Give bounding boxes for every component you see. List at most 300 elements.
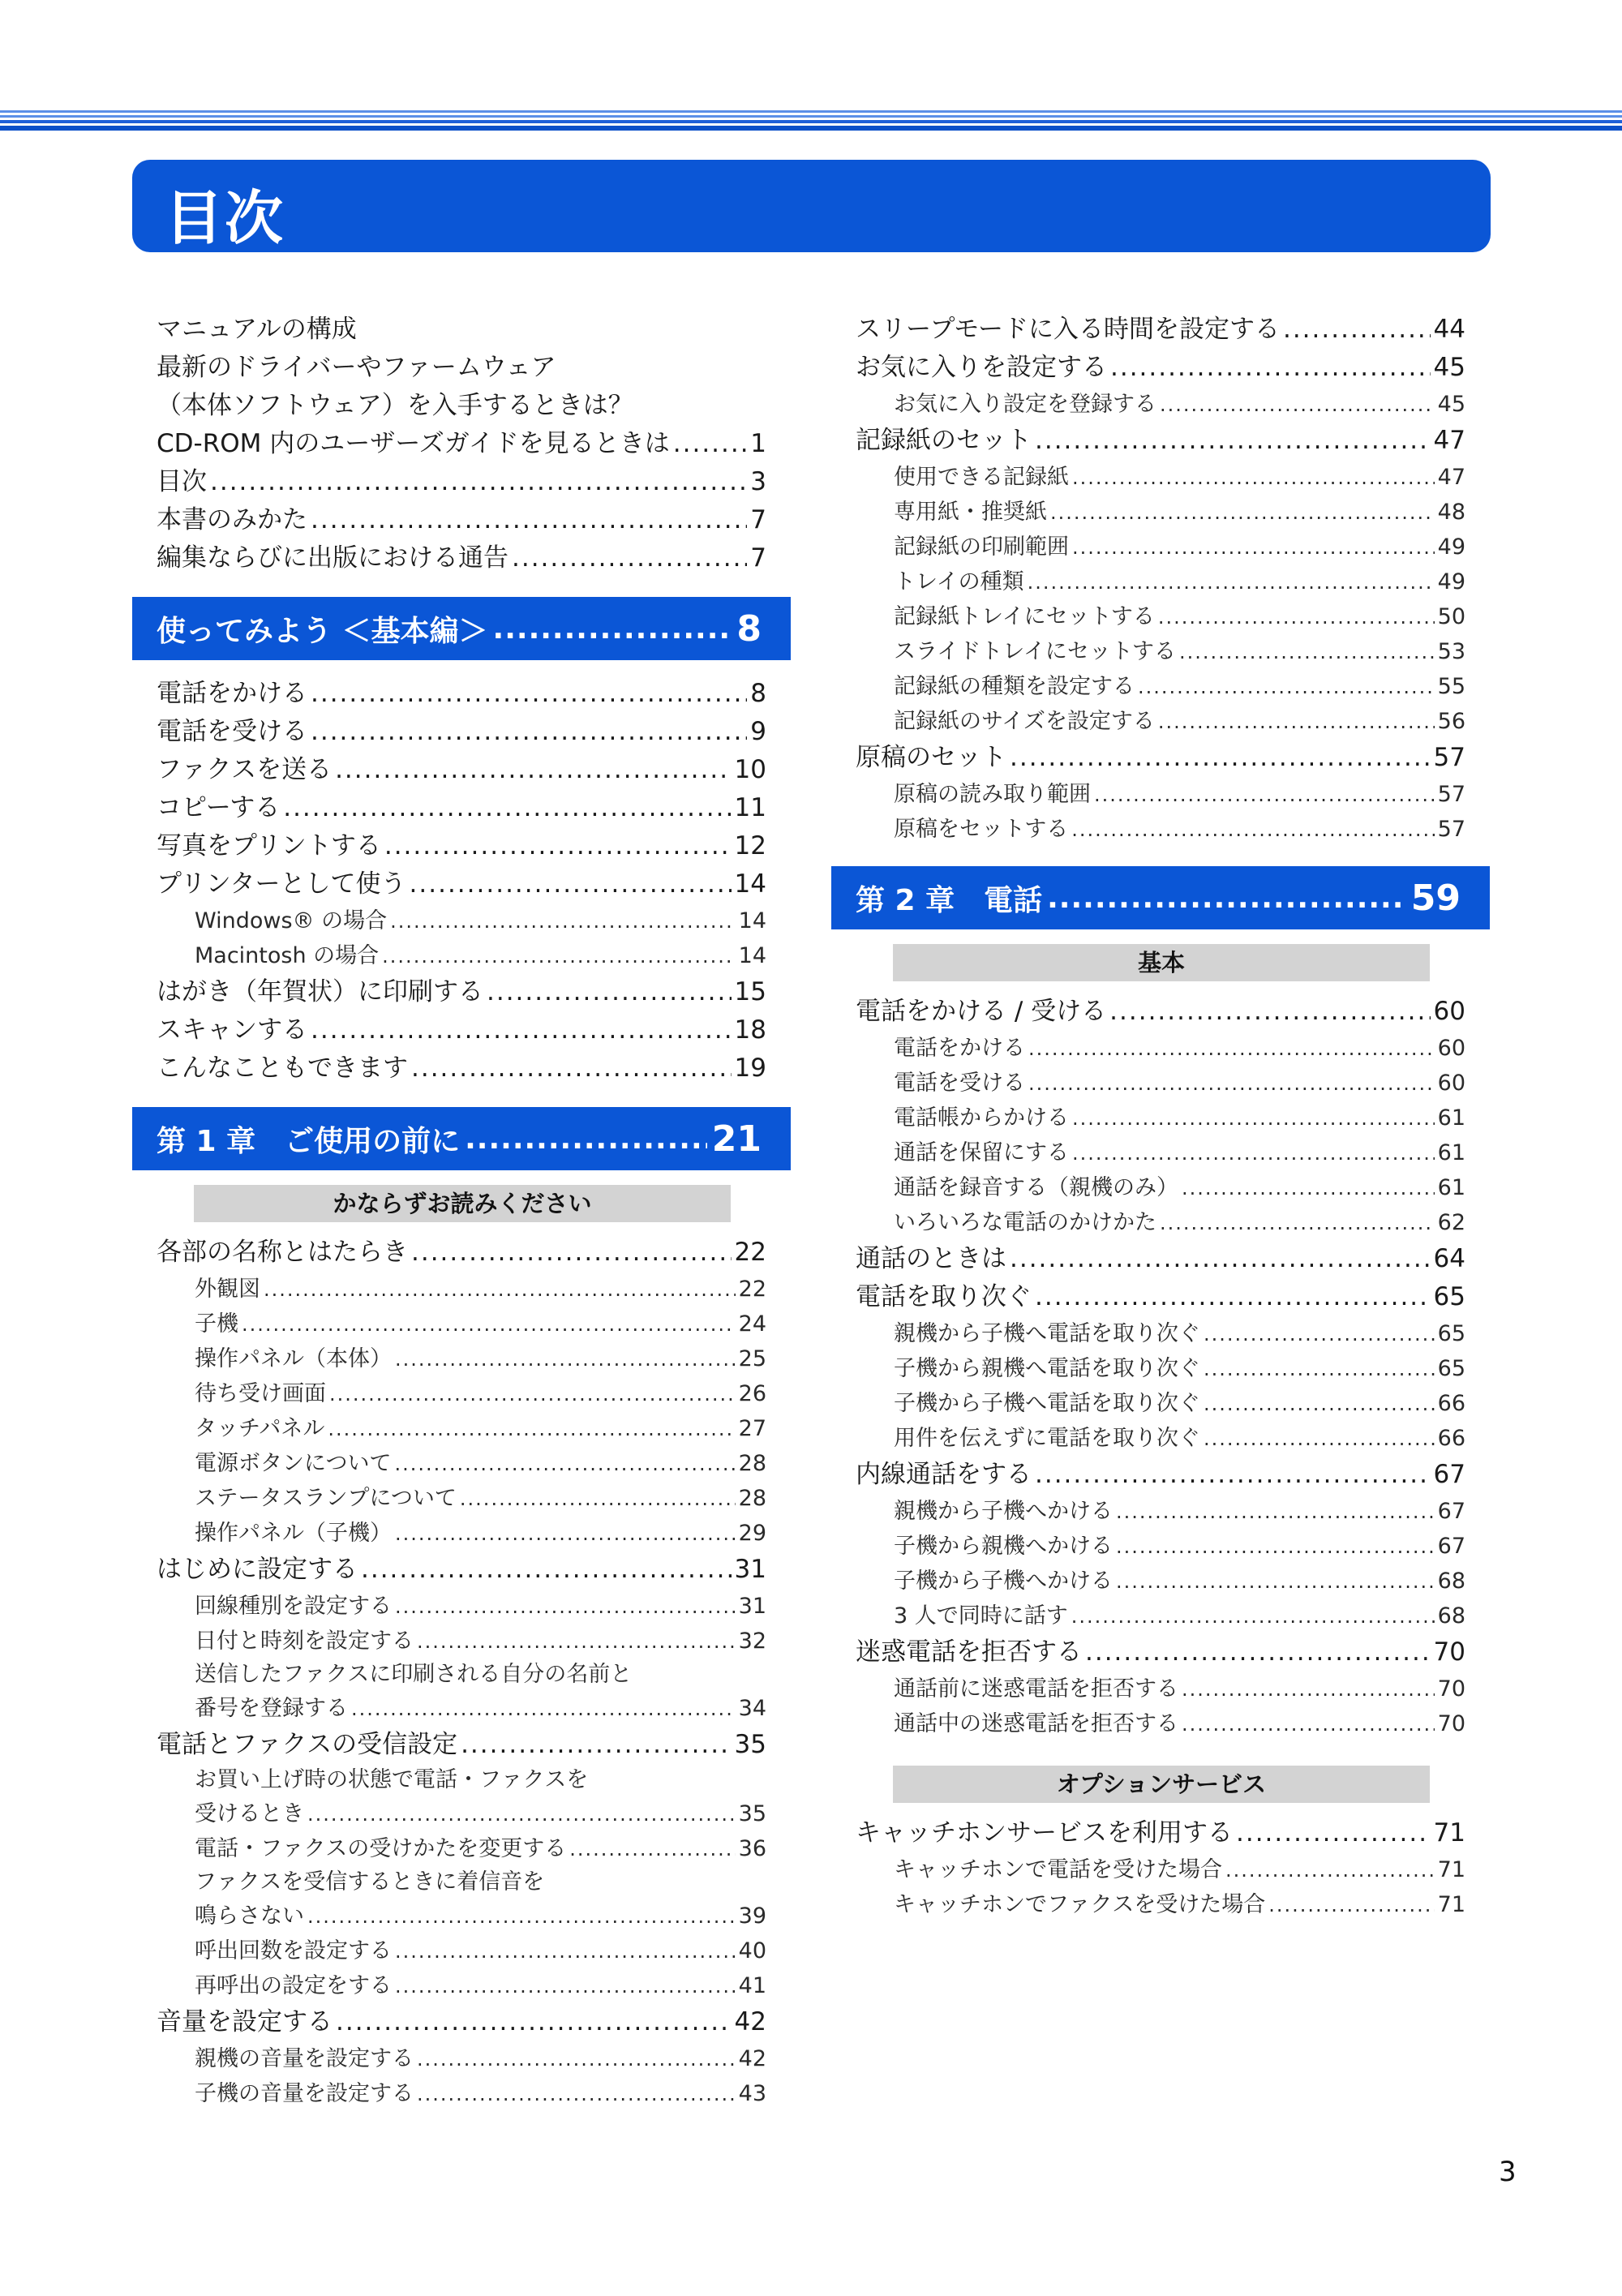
toc-entry[interactable]: [831, 530, 1490, 564]
chapter2-page: 59: [1410, 877, 1461, 919]
toc-entry-page: 55: [1437, 674, 1465, 699]
toc-entry-page: 22: [734, 1238, 766, 1267]
leader-dots: [1116, 1530, 1435, 1564]
toc-entry[interactable]: [132, 349, 791, 387]
toc-entry-text: スライドトレイにセットする: [894, 639, 1177, 664]
toc-entry[interactable]: [831, 1814, 1490, 1852]
toc-entry-page: 15: [734, 977, 766, 1006]
toc-entry-page: 41: [738, 1973, 766, 1998]
toc-entry-text: 子機: [195, 1311, 238, 1337]
toc-entry-page: 60: [1437, 1071, 1465, 1096]
toc-entry-page: 61: [1437, 1140, 1465, 1165]
toc-entry-text: 本書のみかた: [157, 505, 307, 534]
toc-entry-text: 記録紙のセット: [856, 426, 1032, 455]
toc-entry-page: 11: [734, 793, 766, 822]
toc-entry-page: 70: [1437, 1676, 1465, 1702]
toc-entry-text: 写真をプリントする: [157, 831, 381, 860]
toc-entry-text: 記録紙の種類を設定する: [894, 674, 1135, 699]
toc-entry-text: 電話を取り次ぐ: [856, 1282, 1032, 1311]
toc-entry[interactable]: [132, 1899, 791, 1933]
toc-entry[interactable]: [831, 1529, 1490, 1564]
leader-dots: [493, 612, 732, 646]
toc-entry-page: 71: [1437, 1857, 1465, 1882]
toc-entry[interactable]: [831, 1672, 1490, 1706]
toc-entry-page: 32: [738, 1629, 766, 1654]
toc-entry[interactable]: [831, 1031, 1490, 1066]
toc-entry-text: 記録紙の印刷範囲: [894, 534, 1069, 560]
leader-dots: [1028, 1066, 1435, 1101]
toc-entry-page: 47: [1437, 465, 1465, 490]
toc-entry-page: 18: [734, 1015, 766, 1045]
toc-entry[interactable]: [831, 1706, 1490, 1741]
toc-entry-text: 受けるとき: [195, 1801, 304, 1826]
chapter1-heading[interactable]: [132, 1107, 791, 1170]
toc-entry-page: 24: [738, 1311, 766, 1337]
leader-dots: [1182, 1672, 1435, 1707]
toc-entry[interactable]: [831, 1316, 1490, 1351]
toc-entry[interactable]: [132, 903, 791, 938]
toc-entry-multiline[interactable]: [132, 1764, 791, 1796]
toc-entry[interactable]: [132, 2041, 791, 2076]
toc-entry[interactable]: [132, 1376, 791, 1411]
toc-entry-text: はがき（年賀状）に印刷する: [157, 977, 483, 1006]
leader-dots: [417, 2042, 736, 2077]
toc-entry-text: 回線種別を設定する: [195, 1594, 392, 1619]
toc-entry[interactable]: [132, 1446, 791, 1481]
toc-entry-page: 19: [734, 1054, 766, 1083]
toc-entry-page: 64: [1433, 1244, 1465, 1273]
toc-entry[interactable]: [132, 1049, 791, 1088]
toc-entry-text: 待ち受け画面: [195, 1381, 326, 1406]
toc-entry-page: 49: [1437, 569, 1465, 594]
toc-entry-text: 電話帳からかける: [894, 1105, 1069, 1131]
toc-entry-text: 記録紙トレイにセットする: [894, 604, 1155, 629]
leader-dots: [336, 2003, 732, 2041]
toc-entry[interactable]: [132, 1011, 791, 1049]
toc-entry[interactable]: [831, 1066, 1490, 1101]
toc-entry-text: マニュアルの構成: [157, 315, 357, 344]
page-number: 3: [1499, 2156, 1517, 2188]
leader-dots: [395, 1517, 736, 1551]
toc-entry-page: 57: [1433, 743, 1465, 772]
toc-entry-page: 44: [1433, 315, 1465, 344]
toc-entry[interactable]: [132, 387, 791, 425]
toc-entry-page: 66: [1437, 1391, 1465, 1416]
toc-entry[interactable]: [132, 501, 791, 539]
toc-entry-page: 22: [738, 1277, 766, 1302]
toc-entry[interactable]: [831, 1240, 1490, 1278]
toc-entry-text: お気に入り設定を登録する: [894, 392, 1156, 417]
toc-entry-text: 親機から子機へ電話を取り次ぐ: [894, 1321, 1200, 1346]
toc-entry[interactable]: [132, 1933, 791, 1968]
leader-dots: [311, 713, 747, 751]
toc-entry-text: 各部の名称とはたらき: [157, 1238, 408, 1267]
toc-entry-page: 67: [1437, 1499, 1465, 1524]
leader-dots: [1035, 1278, 1431, 1316]
toc-entry-page: 47: [1433, 426, 1465, 455]
toc-entry-page: 40: [738, 1938, 766, 1963]
leader-dots: [1109, 993, 1430, 1031]
toc-entry[interactable]: [831, 1135, 1490, 1170]
toc-entry-page: 43: [738, 2081, 766, 2106]
toc-entry[interactable]: [132, 311, 791, 349]
toc-entry[interactable]: [831, 1351, 1490, 1386]
toc-entry-text: 操作パネル（子機）: [195, 1521, 392, 1546]
leader-dots: [395, 1934, 736, 1969]
toc-entry[interactable]: [132, 789, 791, 827]
toc-entry-page: 56: [1437, 709, 1465, 734]
page-title: 目次: [165, 184, 285, 252]
leader-dots: [1071, 813, 1434, 848]
toc-entry[interactable]: [831, 1101, 1490, 1135]
toc-entry-page: 36: [738, 1836, 766, 1861]
toc-entry-page: 7: [750, 543, 766, 573]
leader-dots: [1028, 1032, 1435, 1066]
toc-entry-page: 31: [734, 1555, 766, 1584]
toc-entry[interactable]: [132, 1551, 791, 1589]
toc-entry-page: 71: [1437, 1892, 1465, 1917]
toc-entry-page: 48: [1437, 500, 1465, 525]
toc-entry[interactable]: [132, 1411, 791, 1446]
toc-entry-text: 番号を登録する: [195, 1696, 348, 1721]
leader-dots: [1035, 1456, 1431, 1494]
toc-entry-page: 70: [1437, 1711, 1465, 1736]
toc-entry[interactable]: [132, 973, 791, 1011]
toc-entry-text: Windows® の場合: [195, 908, 388, 933]
toc-entry[interactable]: [132, 1272, 791, 1307]
toc-entry-page: 57: [1437, 817, 1465, 842]
part1-heading[interactable]: [132, 597, 791, 660]
toc-entry-page: 25: [738, 1346, 766, 1371]
toc-entry-text: ステータスランプについて: [195, 1486, 457, 1511]
toc-entry[interactable]: [132, 2003, 791, 2041]
chapter1-list-a: [132, 1234, 791, 1659]
leader-dots: [1204, 1352, 1435, 1387]
toc-entry[interactable]: [132, 1796, 791, 1831]
toc-entry-multiline[interactable]: [132, 1866, 791, 1899]
leader-dots: [1047, 882, 1406, 915]
toc-entry[interactable]: [132, 827, 791, 865]
toc-entry-text: 電話をかける: [157, 679, 307, 708]
toc-entry[interactable]: [132, 865, 791, 903]
toc-entry-text: 電話をかける / 受ける: [856, 997, 1107, 1026]
toc-entry-page: 14: [734, 869, 766, 899]
leader-dots: [512, 539, 747, 577]
toc-entry-page: 71: [1433, 1818, 1465, 1848]
part1-page: 8: [736, 607, 762, 650]
toc-entry-page: 35: [738, 1801, 766, 1826]
leader-dots: [1138, 670, 1435, 705]
chapter1-section-bar: かならずお読みください: [194, 1185, 731, 1222]
toc-entry-page: 28: [738, 1451, 766, 1476]
leader-dots: [1204, 1422, 1435, 1457]
toc-entry[interactable]: [132, 1691, 791, 1726]
toc-entry-page: 31: [738, 1594, 766, 1619]
leader-dots: [361, 1551, 732, 1589]
toc-entry-text: 電話・ファクスの受けかたを変更する: [195, 1836, 567, 1861]
toc-entry[interactable]: [132, 675, 791, 713]
chapter2-option-list: [831, 1814, 1490, 1922]
toc-entry-text: 子機から子機へかける: [894, 1569, 1113, 1594]
toc-entry-text: 子機から子機へ電話を取り次ぐ: [894, 1391, 1200, 1416]
toc-entry-text: 最新のドライバーやファームウェア: [157, 353, 556, 382]
toc-entry-page: 68: [1437, 1569, 1465, 1594]
toc-entry-page: 67: [1433, 1460, 1465, 1489]
toc-entry-text: コピーする: [157, 793, 281, 822]
toc-entry[interactable]: [132, 1234, 791, 1272]
chapter1-list-b: [132, 1933, 791, 2111]
toc-entry[interactable]: [831, 812, 1490, 847]
leader-dots: [1204, 1317, 1435, 1352]
toc-entry-page: 42: [738, 2046, 766, 2071]
toc-entry[interactable]: [831, 1599, 1490, 1633]
toc-entry-text: 迷惑電話を拒否する: [856, 1637, 1082, 1667]
toc-entry-text: 通話のときは: [856, 1244, 1006, 1273]
toc-entry-text: はじめに設定する: [157, 1555, 358, 1584]
leader-dots: [417, 1624, 736, 1659]
toc-entry-text: 外観図: [195, 1277, 260, 1302]
leader-dots: [673, 425, 748, 463]
toc-entry-page: 35: [734, 1730, 766, 1759]
toc-entry[interactable]: [831, 311, 1490, 349]
toc-entry-page: 14: [738, 908, 766, 933]
toc-entry-text: 原稿をセットする: [894, 817, 1069, 842]
chapter1-label: 第 1 章 ご使用の前に: [157, 1124, 461, 1158]
toc-entry-page: 1: [750, 429, 766, 458]
toc-entry-page: 45: [1437, 392, 1465, 417]
toc-entry[interactable]: [132, 425, 791, 463]
toc-entry-text: 子機から親機へかける: [894, 1534, 1113, 1559]
leader-dots: [1204, 1387, 1435, 1422]
leader-dots: [311, 675, 747, 713]
toc-entry[interactable]: [132, 713, 791, 751]
toc-entry-text: 呼出回数を設定する: [195, 1938, 392, 1963]
toc-entry[interactable]: [831, 1456, 1490, 1494]
leader-dots: [1182, 1171, 1435, 1206]
toc-entry-text: 電話とファクスの受信設定: [157, 1730, 458, 1759]
toc-entry-text: 記録紙のサイズを設定する: [894, 709, 1155, 734]
leader-dots: [307, 1899, 736, 1934]
toc-entry[interactable]: [132, 1726, 791, 1764]
leader-dots: [395, 1342, 736, 1377]
toc-entry-page: 61: [1437, 1175, 1465, 1200]
part1-list: [132, 675, 791, 1088]
toc-entry-text: 通話を保留にする: [894, 1140, 1069, 1165]
toc-entry[interactable]: [831, 1564, 1490, 1599]
toc-entry-text: 鳴らさない: [195, 1903, 304, 1929]
toc-entry-text: 用件を伝えずに電話を取り次ぐ: [894, 1426, 1200, 1451]
toc-entry-text: 3 人で同時に話す: [894, 1603, 1068, 1629]
right-column: [831, 311, 1490, 1922]
toc-entry-page: 39: [738, 1903, 766, 1929]
toc-entry[interactable]: [831, 1494, 1490, 1529]
leader-dots: [1072, 1101, 1435, 1136]
leader-dots: [307, 1797, 736, 1832]
toc-entry-text: 原稿のセット: [856, 743, 1006, 772]
leader-dots: [1268, 1888, 1434, 1923]
leader-dots: [1110, 349, 1431, 387]
toc-entry-line: 送信したファクスに印刷される自分の名前と: [195, 1662, 633, 1687]
toc-entry-text: ファクスを送る: [157, 755, 333, 784]
toc-entry-page: 67: [1437, 1534, 1465, 1559]
leader-dots: [1158, 705, 1435, 740]
chapter2-list: [831, 993, 1490, 1741]
chapter2-section-basic: 基本: [893, 944, 1430, 981]
intro-list: [132, 311, 791, 577]
leader-dots: [1225, 1853, 1435, 1888]
toc-entry[interactable]: [831, 1852, 1490, 1887]
toc-entry[interactable]: [132, 1341, 791, 1376]
leader-dots: [329, 1377, 736, 1412]
toc-entry[interactable]: [132, 539, 791, 577]
toc-entry-text: キャッチホンサービスを利用する: [856, 1818, 1233, 1848]
toc-entry-text: 通話を録音する（親機のみ）: [894, 1175, 1178, 1200]
toc-entry-text: こんなこともできます: [157, 1054, 408, 1083]
leader-dots: [1160, 388, 1435, 423]
toc-entry[interactable]: [831, 599, 1490, 634]
toc-entry[interactable]: [831, 460, 1490, 495]
leader-dots: [1236, 1814, 1431, 1852]
leader-dots: [1072, 530, 1435, 565]
leader-dots: [1010, 1240, 1431, 1278]
leader-dots: [1094, 778, 1435, 813]
toc-entry[interactable]: [831, 739, 1490, 777]
toc-entry[interactable]: [132, 1968, 791, 2003]
leader-dots: [1071, 1599, 1435, 1634]
toc-entry[interactable]: [831, 993, 1490, 1031]
toc-entry[interactable]: [831, 777, 1490, 812]
toc-entry[interactable]: [831, 1887, 1490, 1922]
chapter1-page: 21: [711, 1118, 762, 1160]
toc-entry[interactable]: [132, 1831, 791, 1866]
part1-label: 使ってみよう ＜基本編＞: [157, 614, 488, 648]
toc-entry[interactable]: [831, 1205, 1490, 1240]
leader-dots: [328, 1412, 735, 1447]
toc-entry-page: 34: [738, 1696, 766, 1721]
toc-entry-page: 49: [1437, 534, 1465, 560]
toc-entry[interactable]: [132, 463, 791, 501]
toc-entry-page: 61: [1437, 1105, 1465, 1131]
toc-entry-line: お買い上げ時の状態で電話・ファクスを: [195, 1767, 589, 1792]
toc-entry[interactable]: [831, 387, 1490, 422]
toc-entry-page: 9: [750, 717, 766, 746]
toc-entry[interactable]: [831, 1386, 1490, 1421]
toc-entry-text: 電話を受ける: [894, 1071, 1025, 1096]
toc-entry[interactable]: [831, 1170, 1490, 1205]
leader-dots: [1010, 739, 1431, 777]
toc-entry-text: （本体ソフトウェア）を入手するときは？: [157, 391, 633, 420]
toc-entry[interactable]: [831, 495, 1490, 530]
toc-entry[interactable]: [831, 634, 1490, 669]
toc-entry-text: 電話を受ける: [157, 717, 307, 746]
toc-entry[interactable]: [831, 704, 1490, 739]
toc-entry-page: 68: [1437, 1603, 1465, 1629]
leader-dots: [264, 1272, 736, 1307]
toc-entry-text: 親機の音量を設定する: [195, 2046, 414, 2071]
toc-entry[interactable]: [132, 751, 791, 789]
leader-dots: [1160, 1206, 1435, 1241]
leader-dots: [569, 1832, 735, 1867]
toc-entry[interactable]: [831, 1278, 1490, 1316]
leader-dots: [460, 1482, 736, 1517]
toc-entry[interactable]: [831, 564, 1490, 599]
leader-dots: [1072, 1136, 1435, 1171]
toc-entry-page: 7: [750, 505, 766, 534]
left-column: [132, 311, 791, 2111]
toc-entry-text: スリープモードに入る時間を設定する: [856, 315, 1280, 344]
toc-entry-page: 3: [750, 467, 766, 496]
toc-entry-text: 再呼出の設定をする: [195, 1973, 392, 1998]
header-rule-lines: [0, 0, 1622, 138]
toc-entry[interactable]: [132, 938, 791, 973]
leader-dots: [311, 501, 747, 539]
toc-entry-page: 28: [738, 1486, 766, 1511]
toc-entry-text: 目次: [157, 467, 207, 496]
toc-entry[interactable]: [132, 2076, 791, 2111]
toc-entry-text: お気に入りを設定する: [856, 353, 1107, 382]
toc-entry[interactable]: [132, 1307, 791, 1341]
leader-dots: [394, 1447, 735, 1482]
leader-dots: [417, 2077, 736, 2112]
chapter1-cont-list: [831, 311, 1490, 847]
toc-entry-text: いろいろな電話のかけかた: [894, 1210, 1156, 1235]
toc-entry-page: 65: [1437, 1321, 1465, 1346]
toc-entry-text: キャッチホンでファクスを受けた場合: [894, 1892, 1266, 1917]
leader-dots: [311, 1011, 732, 1049]
toc-entry[interactable]: [831, 349, 1490, 387]
chapter2-heading[interactable]: [831, 866, 1490, 929]
leader-dots: [351, 1692, 736, 1727]
toc-entry-page: 12: [734, 831, 766, 860]
leader-dots: [1035, 422, 1431, 460]
toc-entry[interactable]: [831, 1421, 1490, 1456]
toc-entry[interactable]: [132, 1624, 791, 1659]
toc-entry[interactable]: [831, 1633, 1490, 1672]
toc-entry[interactable]: [132, 1481, 791, 1516]
toc-entry-text: 子機から親機へ電話を取り次ぐ: [894, 1356, 1200, 1381]
toc-entry[interactable]: [132, 1516, 791, 1551]
leader-dots: [382, 939, 735, 974]
toc-entry[interactable]: [831, 422, 1490, 460]
toc-entry-page: 42: [734, 2007, 766, 2036]
leader-dots: [1085, 1633, 1431, 1672]
toc-entry-page: 53: [1437, 639, 1465, 664]
toc-entry-page: 57: [1437, 782, 1465, 807]
toc-entry-text: プリンターとして使う: [157, 869, 406, 899]
toc-entry-text: 電源ボタンについて: [195, 1451, 392, 1476]
toc-entry-multiline[interactable]: [132, 1659, 791, 1691]
toc-entry-line: ファクスを受信するときに着信音を: [195, 1869, 545, 1895]
leader-dots: [1158, 600, 1435, 635]
leader-dots: [1116, 1495, 1435, 1530]
toc-entry-text: スキャンする: [157, 1015, 307, 1045]
toc-entry-text: タッチパネル: [195, 1416, 325, 1441]
toc-entry-page: 62: [1437, 1210, 1465, 1235]
toc-entry-text: 電話をかける: [894, 1036, 1025, 1061]
leader-dots: [1283, 311, 1431, 349]
leader-dots: [395, 1969, 736, 2004]
leader-dots: [461, 1726, 731, 1764]
leader-dots: [283, 789, 731, 827]
leader-dots: [1050, 496, 1435, 530]
toc-entry-page: 26: [738, 1381, 766, 1406]
toc-entry[interactable]: [132, 1589, 791, 1624]
leader-dots: [384, 827, 732, 865]
toc-entry[interactable]: [831, 669, 1490, 704]
toc-entry-page: 8: [750, 679, 766, 708]
leader-dots: [210, 463, 747, 501]
toc-entry-text: 音量を設定する: [157, 2007, 333, 2036]
